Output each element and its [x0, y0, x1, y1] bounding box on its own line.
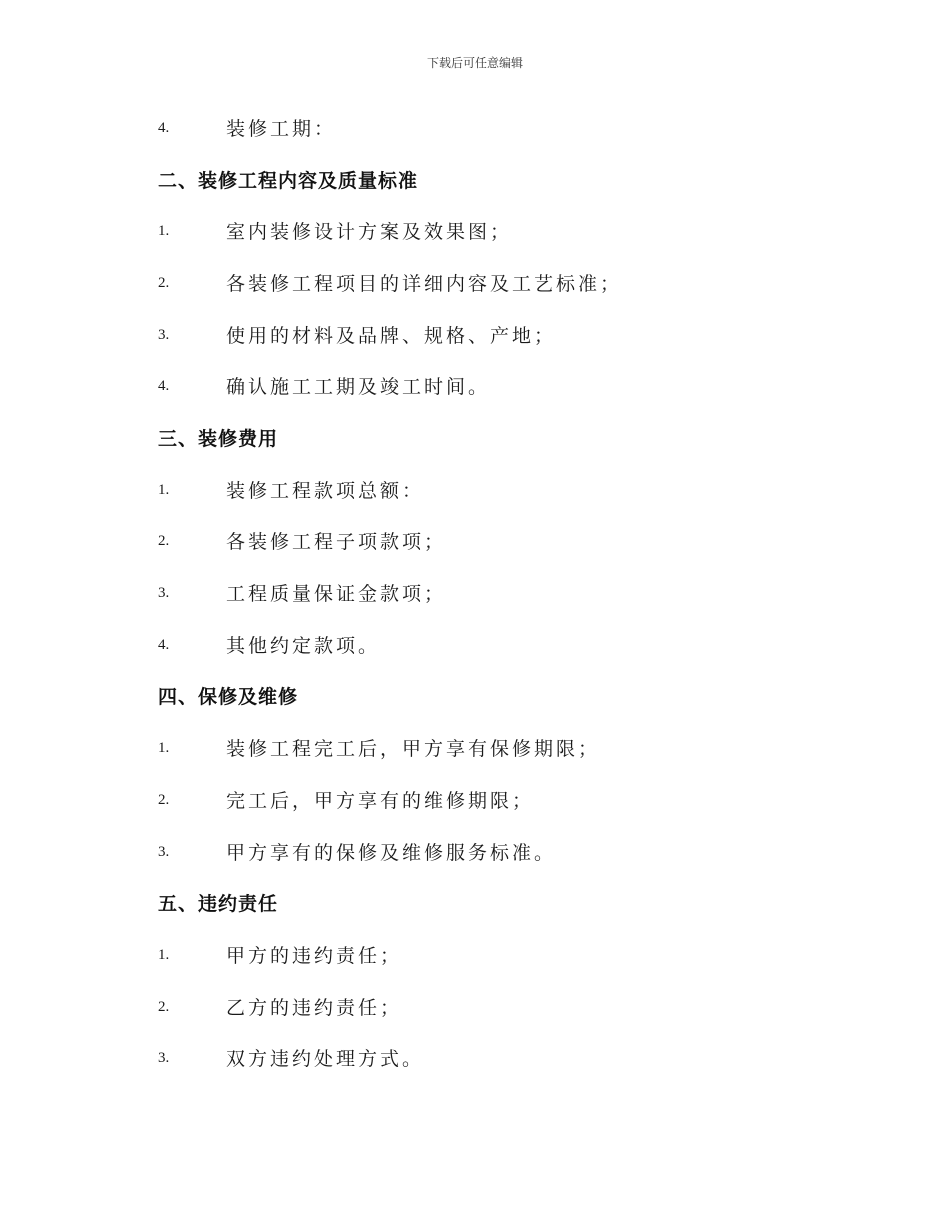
list-item-number: 2.	[158, 275, 170, 291]
list-item	[0, 476, 950, 506]
list-item	[0, 321, 950, 351]
list-item	[0, 1044, 950, 1074]
page-header: 下载后可任意编辑	[426, 56, 523, 70]
list-item	[0, 527, 950, 557]
list-item	[0, 579, 950, 609]
list-item-number: 4.	[158, 378, 170, 394]
list-item	[0, 941, 950, 971]
list-item-number: 3.	[158, 844, 170, 860]
list-item-number: 3.	[158, 1050, 170, 1066]
list-item	[0, 372, 950, 402]
list-item-text: 装修工程完工后，甲方享有保修期限；	[226, 738, 601, 760]
list-item-number: 4.	[158, 120, 170, 136]
list-item-number: 2.	[158, 792, 170, 808]
list-item-text: 乙方的违约责任；	[226, 997, 403, 1019]
list-item	[0, 631, 950, 661]
list-item-number: 3.	[158, 585, 170, 601]
section-heading-text: 四、保修及维修	[158, 686, 299, 708]
list-item-text: 甲方享有的保修及维修服务标准。	[226, 842, 557, 864]
list-item-number: 1.	[158, 740, 170, 756]
list-item	[0, 269, 950, 299]
section-heading-text: 三、装修费用	[158, 428, 279, 450]
list-item-number: 1.	[158, 482, 170, 498]
section-heading	[0, 424, 950, 454]
list-item-number: 3.	[158, 327, 170, 343]
list-item-text: 各装修工程子项款项；	[226, 531, 447, 553]
list-item-number: 4.	[158, 637, 170, 653]
list-item-text: 各装修工程项目的详细内容及工艺标准；	[226, 273, 623, 295]
list-item-text: 完工后，甲方享有的维修期限；	[226, 790, 535, 812]
list-item	[0, 838, 950, 868]
list-item	[0, 217, 950, 247]
list-item-text: 装修工程款项总额：	[226, 480, 425, 502]
section-heading-text: 五、违约责任	[158, 893, 279, 915]
list-item	[0, 114, 950, 144]
section-heading	[0, 166, 950, 196]
list-item	[0, 734, 950, 764]
list-item-text: 其他约定款项。	[226, 635, 381, 657]
section-heading	[0, 889, 950, 919]
list-item	[0, 993, 950, 1023]
list-item-text: 工程质量保证金款项；	[226, 583, 447, 605]
list-item-number: 2.	[158, 533, 170, 549]
list-item-number: 1.	[158, 947, 170, 963]
list-item-text: 室内装修设计方案及效果图；	[226, 221, 513, 243]
list-item	[0, 786, 950, 816]
list-item-number: 1.	[158, 223, 170, 239]
section-heading-text: 二、装修工程内容及质量标准	[158, 170, 419, 192]
list-item-text: 双方违约处理方式。	[226, 1048, 425, 1070]
list-item-text: 确认施工工期及竣工时间。	[226, 376, 491, 398]
list-item-text: 甲方的违约责任；	[226, 945, 403, 967]
list-item-text: 装修工期：	[226, 118, 337, 140]
list-item-number: 2.	[158, 999, 170, 1015]
list-item-text: 使用的材料及品牌、规格、产地；	[226, 325, 557, 347]
section-heading	[0, 682, 950, 712]
